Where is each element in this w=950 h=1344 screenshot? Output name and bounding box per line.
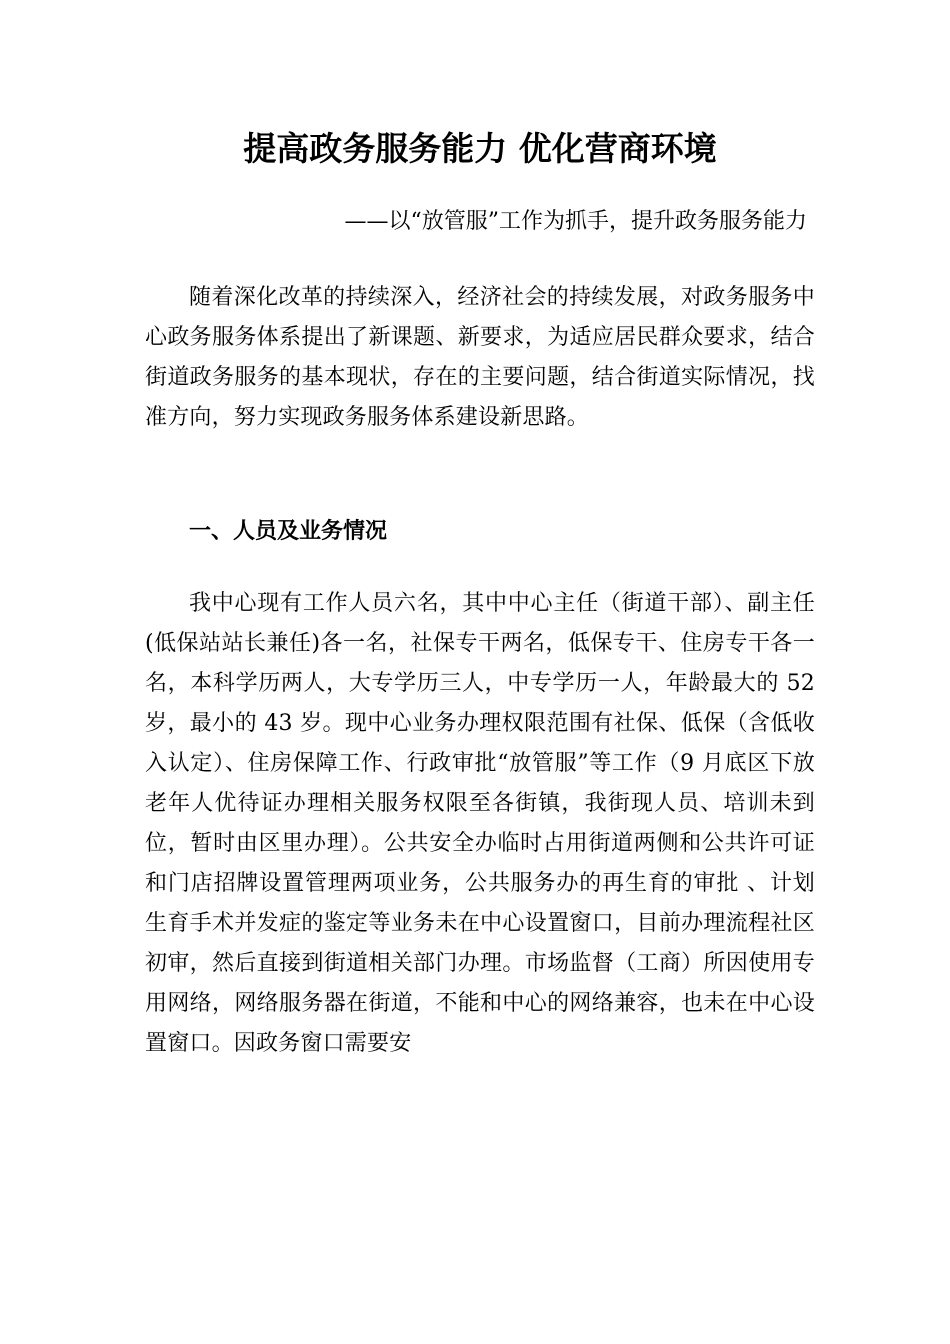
document-title: 提高政务服务能力 优化营商环境 bbox=[243, 129, 717, 168]
document-subtitle: ——以“放管服”工作为抓手，提升政务服务能力 bbox=[344, 209, 807, 234]
body-paragraph: 我中心现有工作人员六名，其中中心主任（街道干部）、副主任(低保站站长兼任)各一名，社保专干两名，低保专干、住房专干各一名，本科学历两人，大专学历三人，中专学历一人，年龄最大的 52 岁，最小的 43 岁。现中心业务办理权限范围有社保、低保（含低收入认定）、住房保障工作、行政审批“放管服”等工作（9 月底区下放老年人优待证办理相关服务权限至各街镇，我街现人员、培训未到位，暂时由区里办理）。公共安全办临时占用街道两侧和公共许可证和门店招牌设置管理两项业务，公共服务办的再生育的审批 、计划生育手术并发症的鉴定等业务未在中心设置窗口，目前办理流程社区初审，然后直接到街道相关部门办理。市场监督（工商）所因使用专用网络，网络服务器在街道，不能和中心的网络兼容，也未在中心设置窗口。因政务窗口需要安 bbox=[145, 591, 815, 1056]
section-heading: 一、人员及业务情况 bbox=[189, 519, 388, 544]
intro-paragraph: 随着深化改革的持续深入，经济社会的持续发展，对政务服务中心政务服务体系提出了新课题、新要求，为适应居民群众要求，结合街道政务服务的基本现状，存在的主要问题，结合街道实际情况，找准方向，努力实现政务服务体系建设新思路。 bbox=[145, 285, 815, 430]
